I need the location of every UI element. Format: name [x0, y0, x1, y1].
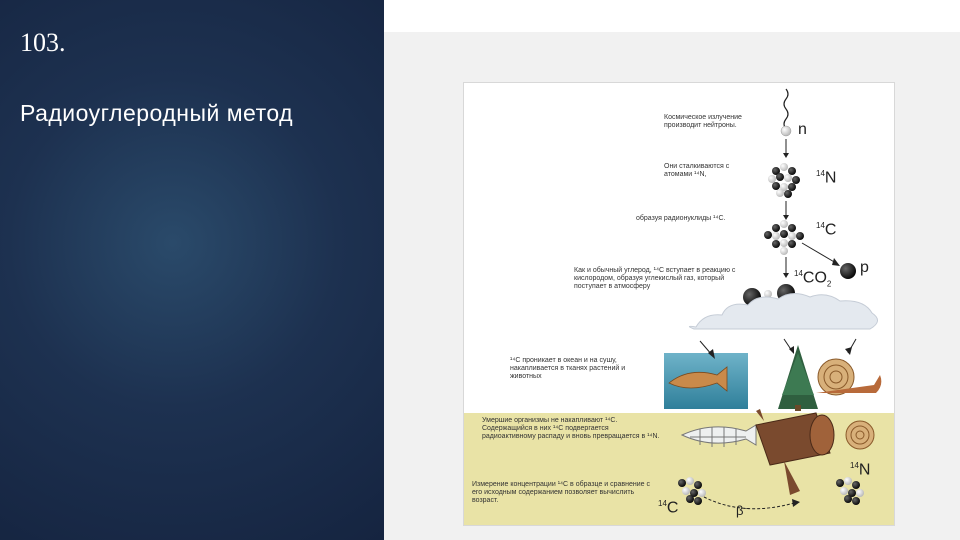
- n14-nucleus: [768, 163, 800, 198]
- caption-form: образуя радионуклиды ¹⁴C.: [636, 215, 726, 222]
- caption-measure: Измерение концентрации ¹⁴C в образце и сравнение с его исходным содержанием позволяет вычислить возраст.: [472, 481, 651, 504]
- dead-snail-shell: [846, 421, 874, 449]
- caption-cosmic: Космическое излучение производит нейтроны.: [664, 114, 742, 129]
- cosmic-ray-line: [784, 89, 788, 129]
- symbol-n: n: [798, 121, 807, 138]
- symbol-c14: $^{14}$C: [816, 221, 837, 239]
- slide-title: Радиоуглеродный метод: [20, 100, 294, 126]
- caption-dead: Умершие организмы не накапливают ¹⁴C. Содержащийся в них ¹⁴C подвергается радиоактивному распаду и вновь превращается в ¹⁴N.: [482, 417, 660, 440]
- decay-n14-cluster: [836, 477, 864, 505]
- slide-number: 103.: [20, 28, 66, 57]
- caption-collide: Они сталкиваются с атомами ¹⁴N,: [664, 163, 730, 178]
- symbol-beta: β⁻: [736, 503, 751, 518]
- dead-log: [756, 409, 834, 495]
- symbol-bottom-c14: $^{14}$C: [658, 499, 679, 517]
- symbol-n14: $^{14}$N: [816, 169, 837, 187]
- symbol-co2: $^{14}CO_2$: [794, 269, 832, 289]
- decay-c14-cluster: [678, 477, 706, 505]
- fish-skeleton: [682, 425, 756, 447]
- radiocarbon-diagram: [463, 82, 895, 526]
- c14-nucleus: [764, 220, 804, 255]
- neutron-ball: [781, 126, 791, 136]
- symbol-bottom-n14: $^{14}$N: [850, 461, 871, 479]
- diagram-drawing: [464, 83, 894, 525]
- caption-enter: ¹⁴C проникает в океан и на сушу, накапливается в тканях растений и животных: [510, 357, 626, 380]
- caption-co2: Как и обычный углерод, ¹⁴C вступает в реакцию с кислородом, образуя углекислый газ, который поступает в атмосферу: [574, 267, 736, 290]
- symbol-p: p: [860, 259, 869, 276]
- proton-ball: [840, 263, 856, 279]
- slide-top-strip: [384, 0, 960, 32]
- cloud: [689, 293, 877, 329]
- slide-left-panel: [0, 0, 384, 540]
